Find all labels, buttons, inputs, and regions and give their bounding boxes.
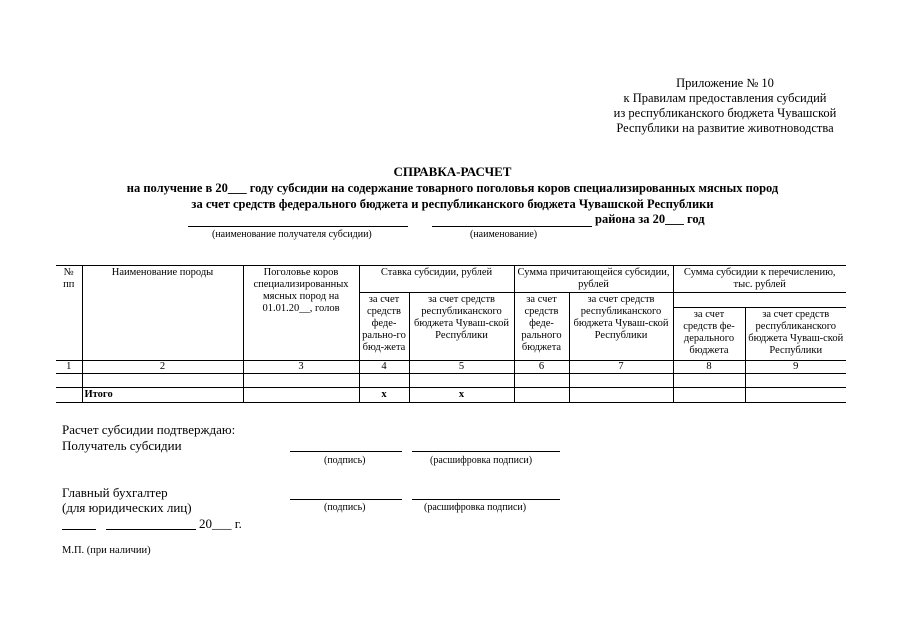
appendix-line-1: Приложение № 10 [676, 76, 774, 90]
document-title: СПРАВКА-РАСЧЕТ [393, 164, 512, 179]
table-cell [243, 374, 359, 388]
total-cell-x: х [359, 388, 409, 403]
table-cell [514, 388, 569, 403]
confirm-label: Расчет субсидии подтверждаю: [62, 422, 236, 437]
table-cell [673, 388, 745, 403]
header-transfer-group: Сумма субсидии к перечислению, тыс. рублей [673, 266, 846, 293]
colnum-cell: 8 [673, 361, 745, 374]
header-transfer-republic: за счет средств республиканского бюджета Чуваш-ской Республики [745, 308, 846, 361]
date-month-line [106, 515, 196, 530]
table-cell [569, 374, 673, 388]
accountant-signature-caption: (подпись) [324, 502, 366, 513]
colnum-cell: 6 [514, 361, 569, 374]
table-cell [56, 388, 82, 403]
accountant-signature-line [290, 485, 402, 500]
accountant-label: Главный бухгалтер [62, 485, 168, 500]
table-cell [243, 388, 359, 403]
header-livestock: Поголовье коров специализированных мясных пород на 01.01.20__, голов [243, 266, 359, 361]
total-cell-x: х [409, 388, 514, 403]
table-cell [56, 374, 82, 388]
colnum-cell: 3 [243, 361, 359, 374]
header-transfer-federal: за счет средств фе-дерального бюджета [673, 308, 745, 361]
subsidy-table [56, 265, 846, 403]
recipient-signature-line [290, 437, 402, 452]
table-cell [745, 374, 846, 388]
stamp-label: М.П. (при наличии) [62, 545, 151, 556]
header-rate-group: Ставка субсидии, рублей [359, 266, 514, 293]
table-cell [409, 374, 514, 388]
colnum-cell: 5 [409, 361, 514, 374]
colnum-cell: 1 [56, 361, 82, 374]
colnum-cell: 7 [569, 361, 673, 374]
appendix-line-3: из республиканского бюджета Чувашской [613, 106, 837, 120]
appendix-block [560, 76, 890, 136]
table-cell [569, 388, 673, 403]
header-rate-federal: за счет средств феде-рально-го бюд-жета [359, 293, 409, 361]
header-due-republic: за счет средств республиканского бюджета Чуваш-ской Республики [569, 293, 673, 361]
document-subtitle-2: за счет средств федерального бюджета и республиканского бюджета Чувашской Республики [191, 197, 714, 211]
total-row [56, 388, 846, 403]
date-year-label: 20___ г. [199, 516, 242, 531]
date-day-line [62, 515, 96, 530]
document-subtitle-1: на получение в 20___ году субсидии на содержание товарного поголовья коров специализированных мясных пород [126, 181, 779, 195]
recipient-caption: (наименование получателя субсидии) [212, 229, 372, 240]
header-num: № пп [56, 266, 82, 361]
district-caption: (наименование) [470, 229, 538, 240]
accountant-decoding-caption: (расшифровка подписи) [424, 502, 527, 513]
recipient-label: Получатель субсидии [62, 438, 182, 453]
table-cell [82, 374, 243, 388]
column-numbers-row [56, 361, 846, 374]
table-cell [514, 374, 569, 388]
table-cell [673, 374, 745, 388]
colnum-cell: 4 [359, 361, 409, 374]
table-cell [359, 374, 409, 388]
appendix-line-4: Республики на развитие животноводства [616, 121, 834, 135]
district-year-label: района за 20___ год [595, 212, 705, 226]
colnum-cell: 9 [745, 361, 846, 374]
header-breed: Наименование породы [82, 266, 243, 361]
recipient-decoding-line [412, 437, 560, 452]
district-name-line [432, 212, 592, 227]
header-rate-republic: за счет средств республиканского бюджета Чуваш-ской Республики [409, 293, 514, 361]
total-label: Итого [82, 388, 243, 403]
header-due-group: Сумма причитающейся субсидии, рублей [514, 266, 673, 293]
recipient-decoding-caption: (расшифровка подписи) [430, 455, 533, 466]
header-transfer-spacer [673, 293, 846, 308]
header-due-federal: за счет средств феде-рального бюджета [514, 293, 569, 361]
table-cell [745, 388, 846, 403]
appendix-line-2: к Правилам предоставления субсидий [623, 91, 827, 105]
recipient-name-line [188, 212, 408, 227]
recipient-signature-caption: (подпись) [324, 455, 366, 466]
accountant-decoding-line [412, 485, 560, 500]
table-row [56, 374, 846, 388]
accountant-legal-label: (для юридических лиц) [62, 500, 192, 515]
colnum-cell: 2 [82, 361, 243, 374]
